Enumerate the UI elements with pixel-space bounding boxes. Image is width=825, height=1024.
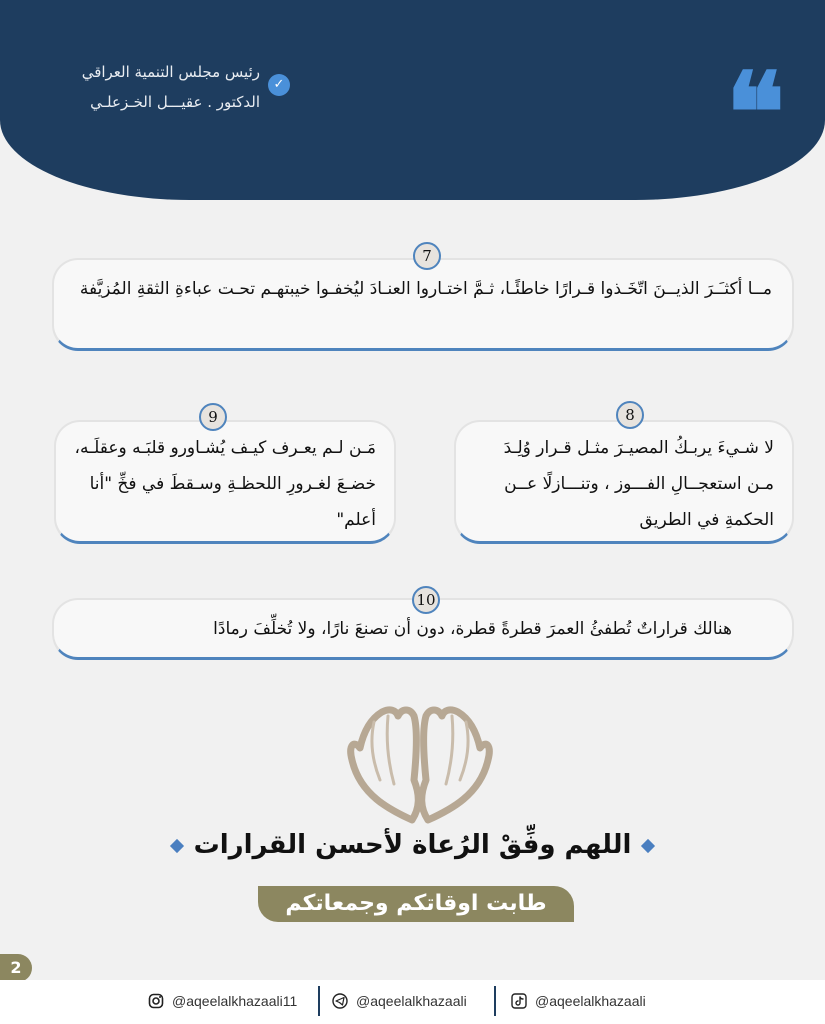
verified-check-icon: ✓: [268, 74, 290, 96]
telegram-link[interactable]: [332, 990, 467, 1012]
greeting-banner: طابت اوقاتكم وجمعاتكم: [258, 886, 574, 922]
instagram-link[interactable]: [148, 990, 297, 1012]
quote-card-8: [454, 420, 794, 544]
footer-social-bar: [0, 980, 825, 1024]
prayer-text: اللهم وفِّقْ الرُعاة لأحسن القرارات: [193, 830, 632, 860]
page-number: 2: [0, 954, 32, 982]
divider: [318, 986, 320, 1016]
divider: [494, 986, 496, 1016]
praying-hands-icon: [330, 700, 510, 830]
quote-text: مــا أكثـَـرَ الذيــنَ اتّخَـذوا قـرارًا خاطئًـا، ثـمَّ اختـاروا العنـادَ ليُخفـوا خيبتهـم تحـت عباءةِ الثقةِ المُزيَّفة: [79, 279, 772, 299]
prayer-line: [0, 830, 825, 860]
instagram-icon: [148, 993, 164, 1009]
tiktok-icon: [511, 993, 527, 1009]
quote-card-9: [54, 420, 396, 544]
quote-text: هنالك قراراتٌ تُطفئُ العمرَ قطرةً قطرة، دون أن تصنعَ نارًا، ولا تُخلِّفَ رمادًا: [213, 619, 732, 639]
author-role: رئيس مجلس التنمية العراقي: [81, 63, 260, 81]
tiktok-link[interactable]: [511, 990, 646, 1012]
diamond-icon: [641, 838, 655, 852]
quote-text: مَـن لـم يعـرف كيـف يُشـاورو قلبَـه وعقلَـه، خضـعَ لغـرورِ اللحظـةِ وسـقطَ في فخِّ "أنا أعلم": [74, 438, 376, 530]
quote-mark-icon: ❝: [725, 48, 785, 177]
author-block: [48, 60, 260, 114]
instagram-handle: @aqeelalkhazaali11: [172, 993, 298, 1009]
diamond-icon: [170, 838, 184, 852]
telegram-icon: [332, 993, 348, 1009]
author-name: الدكتور . عقيـــل الخـزعلـي: [90, 93, 260, 111]
quote-number-badge: 7: [413, 242, 441, 270]
quote-number-badge: 9: [199, 403, 227, 431]
quote-text: لا شـيءَ يربـكُ المصيـرَ مثـل قـرار وُلِـدَ مـن استعجــالِ الفـــوز ، وتنـــازلًا عــن الحكمةِ في الطريق: [503, 438, 774, 530]
header-banner: [0, 0, 825, 200]
quote-number-badge: 8: [616, 401, 644, 429]
quote-card-7: [52, 258, 794, 351]
quote-number-badge: 10: [412, 586, 440, 614]
telegram-handle: @aqeelalkhazaali: [356, 993, 467, 1009]
tiktok-handle: @aqeelalkhazaali: [535, 993, 646, 1009]
